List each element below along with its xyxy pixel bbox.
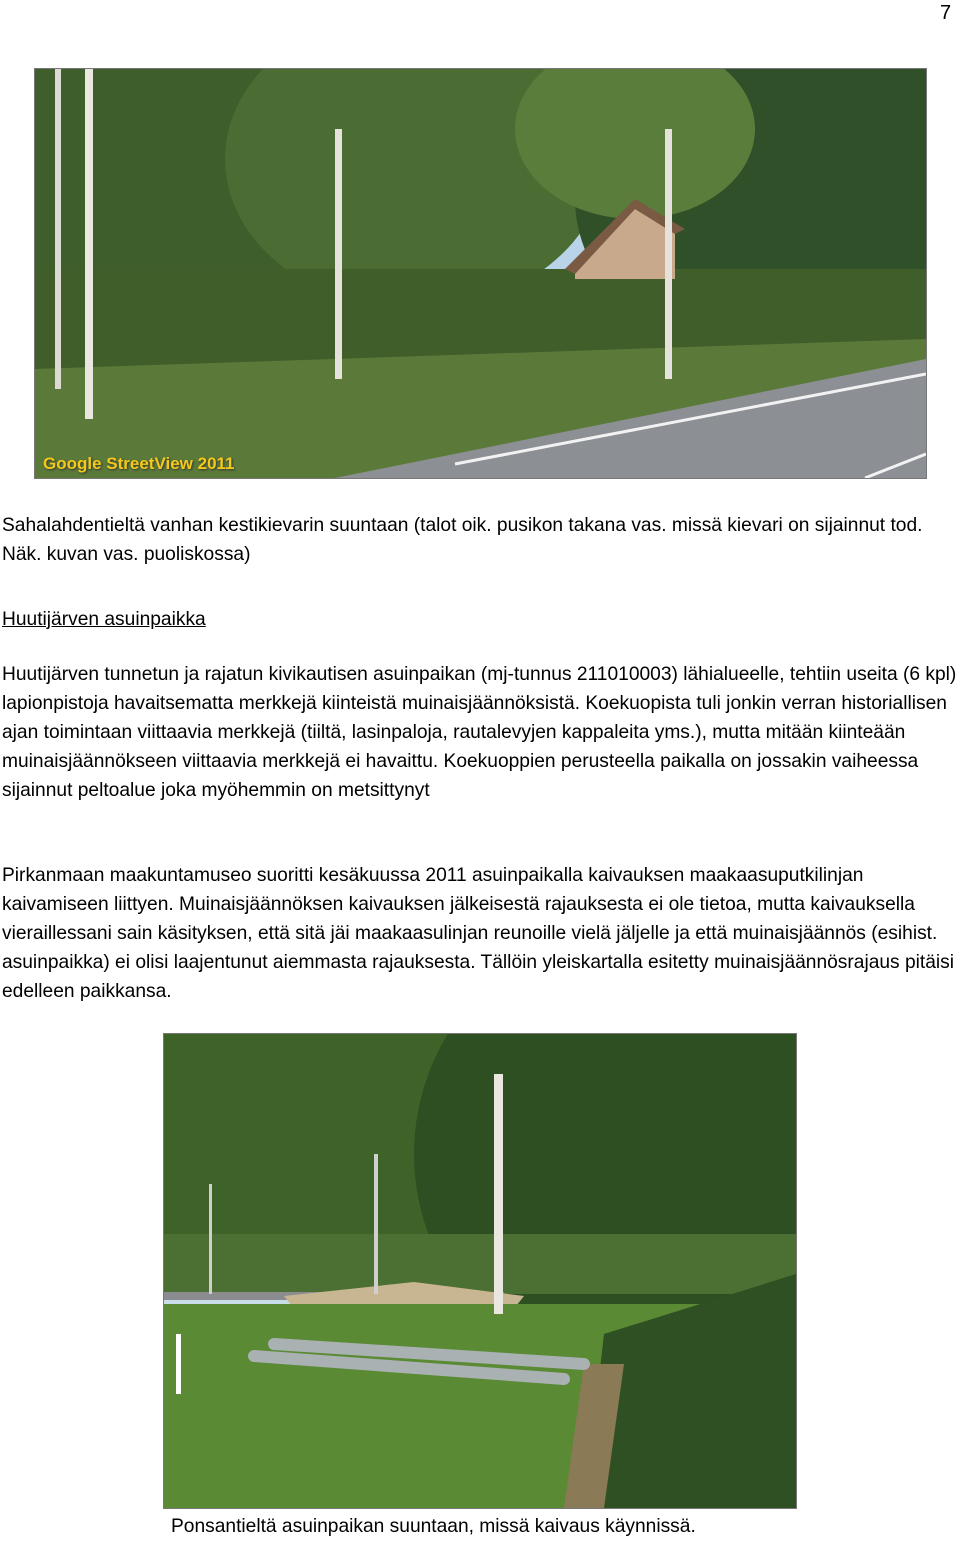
section-heading: Huutijärven asuinpaikka: [2, 609, 206, 630]
streetview-watermark: Google StreetView 2011: [43, 454, 235, 473]
page-number: 7: [940, 2, 952, 24]
photo1-caption: Sahalahdentieltä vanhan kestikievarin suuntaan (talot oik. pusikon takana vas. missä kievari on sijainnut tod. Näk. kuvan vas. puoliskossa): [2, 515, 923, 565]
streetview-photo: [34, 68, 927, 479]
section-paragraph-1: Huutijärven tunnetun ja rajatun kivikautisen asuinpaikan (mj-tunnus 211010003) lähialueelle, tehtiin useita (6 kpl) lapionpistoja havaitsematta merkkejä kiinteistä muinaisjäännöksistä. Koekuopista tuli jonkin verran historiallisen ajan toimintaan viittaavia merkkejä (tiiltä, lasinpaloja, rautalevyjen kappaleita yms.), mutta mitään kiinteään muinaisjäännökseen viittaavia merkkejä ei havaittu. Koekuoppien perusteella paikalla on jossakin vaiheessa sijainnut peltoalue joka myöhemmin on metsittynyt: [2, 664, 957, 801]
section-paragraph-2: Pirkanmaan maakuntamuseo suoritti kesäkuussa 2011 asuinpaikalla kaivauksen maakaasuputkilinjan kaivamiseen liittyen. Muinaisjäännöksen kaivauksen jälkeisestä rajauksesta ei ole tietoa, mutta kaivauksella vieraillessani sain käsityksen, että sitä jäi maakaasulinjan reunoille vielä jäljelle ja että muinaisjäännös (esihist. asuinpaikka) ei olisi laajentunut aiemmasta rajauksesta. Tällöin yleiskartalla esitetty muinaisjäännösrajaus pitäisi edelleen paikkansa.: [2, 865, 955, 1002]
photo2-caption: Ponsantieltä asuinpaikan suuntaan, missä kaivaus käynnissä.: [171, 1516, 696, 1537]
site-photo: [163, 1033, 797, 1509]
